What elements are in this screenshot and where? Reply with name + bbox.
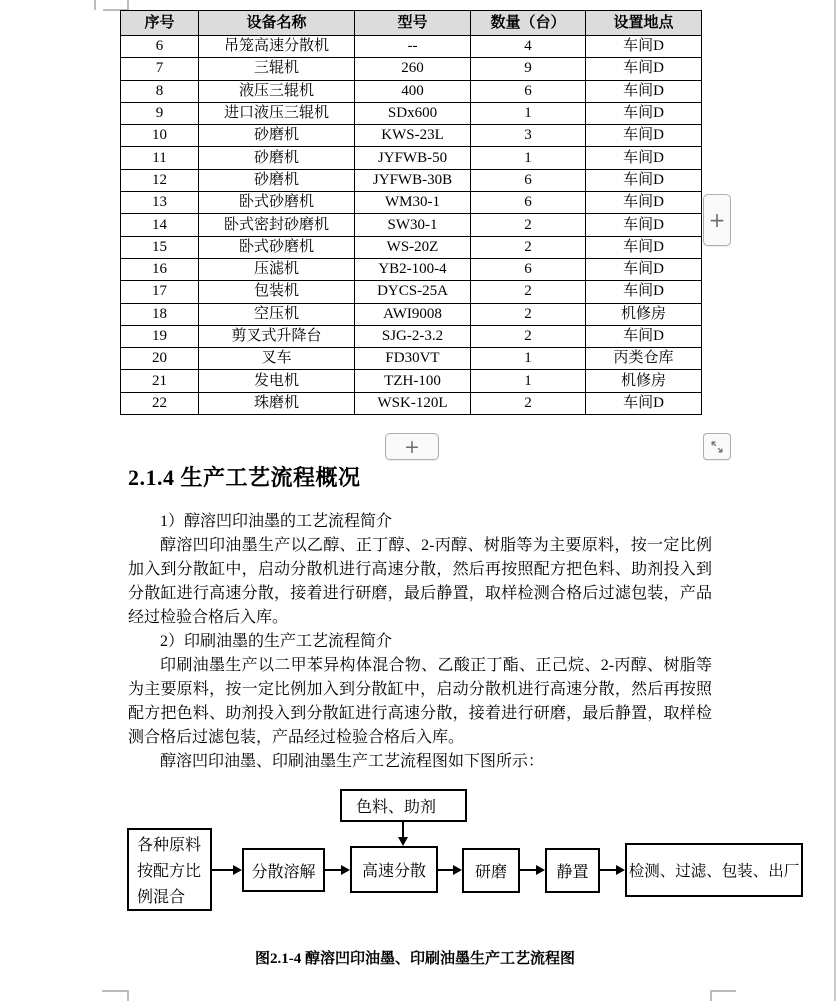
table-cell: 20 (121, 348, 199, 370)
paragraph: 2）印刷油墨的生产工艺流程简介 (160, 633, 393, 650)
table-cell: 车间D (586, 169, 702, 191)
table-header-cell: 数量（台） (471, 11, 586, 36)
table-row (121, 125, 702, 147)
table-cell: 2 (471, 303, 586, 325)
table-cell: YB2-100-4 (355, 258, 471, 280)
table-row (121, 325, 702, 347)
table-cell: 6 (471, 169, 586, 191)
table-cell: DYCS-25A (355, 281, 471, 303)
body-text (128, 510, 712, 774)
page-corner-mark (710, 990, 736, 992)
table-cell: 2 (471, 214, 586, 236)
table-cell: FD30VT (355, 348, 471, 370)
table-row (121, 370, 702, 392)
flow-arrow (520, 869, 536, 871)
flow-box-disperse-dissolve: 分散溶解 (242, 848, 325, 892)
table-cell: 6 (471, 80, 586, 102)
table-cell: 1 (471, 370, 586, 392)
table-row (121, 214, 702, 236)
table-cell: SDx600 (355, 102, 471, 124)
plus-icon: + (708, 208, 726, 232)
table-cell: 18 (121, 303, 199, 325)
table-cell: 包装机 (199, 281, 355, 303)
table-row (121, 258, 702, 280)
table-cell: -- (355, 36, 471, 58)
flow-arrow (600, 869, 616, 871)
window-right-edge (834, 0, 836, 1001)
table-cell: SW30-1 (355, 214, 471, 236)
table-cell: 三辊机 (199, 58, 355, 80)
flow-box-inspection-packing: 检测、过滤、包装、出厂 (625, 843, 803, 897)
table-cell: 卧式砂磨机 (199, 192, 355, 214)
table-cell: 车间D (586, 214, 702, 236)
table-cell: 液压三辊机 (199, 80, 355, 102)
add-row-button[interactable] (385, 433, 439, 460)
table-cell: 21 (121, 370, 199, 392)
table-cell: 260 (355, 58, 471, 80)
table-cell: 剪叉式升降台 (199, 325, 355, 347)
table-cell: WM30-1 (355, 192, 471, 214)
table-cell: 车间D (586, 36, 702, 58)
table-cell: 17 (121, 281, 199, 303)
table-cell: 13 (121, 192, 199, 214)
table-row (121, 147, 702, 169)
paragraph: 印刷油墨生产以二甲苯异构体混合物、乙酸正丁酯、正己烷、2-丙醇、树脂等为主要原料，按一定比例加入到分散缸中，启动分散机进行高速分散，然后再按照配方把色料、助剂投入到分散缸进行高速分散，接着进行研磨，最后静置，取样检测合格后过滤包装，产品经过检验合格后入库。 (128, 657, 712, 746)
table-cell: 卧式密封砂磨机 (199, 214, 355, 236)
flow-arrowhead (398, 837, 408, 846)
flow-arrowhead (453, 865, 462, 875)
flow-arrow (438, 869, 453, 871)
table-cell: 19 (121, 325, 199, 347)
table-cell: JYFWB-30B (355, 169, 471, 191)
table-cell: 车间D (586, 392, 702, 414)
table-row (121, 58, 702, 80)
flow-box-materials: 各种原料按配方比例混合 (127, 828, 212, 911)
table-header-row (121, 11, 702, 36)
flow-arrowhead (233, 865, 242, 875)
table-row (121, 348, 702, 370)
table-row (121, 80, 702, 102)
table-cell: 9 (121, 102, 199, 124)
table-cell: 车间D (586, 147, 702, 169)
table-cell: 车间D (586, 281, 702, 303)
table-cell: JYFWB-50 (355, 147, 471, 169)
paragraph: 醇溶凹印油墨生产以乙醇、正丁醇、2-丙醇、树脂等为主要原料，按一定比例加入到分散缸中，启动分散机进行高速分散，然后再按照配方把色料、助剂投入到分散缸进行高速分散，接着进行研磨，最后静置，取样检测合格后过滤包装，产品经过检验合格后入库。 (128, 537, 712, 626)
flow-box-settling: 静置 (545, 848, 600, 893)
flow-box-high-speed-disperse: 高速分散 (350, 846, 438, 893)
table-cell: 车间D (586, 236, 702, 258)
section-heading: 2.1.4 生产工艺流程概况 (128, 465, 361, 490)
table-row (121, 102, 702, 124)
table-cell: 砂磨机 (199, 147, 355, 169)
equipment-table-body (121, 36, 702, 415)
table-cell: 2 (471, 281, 586, 303)
table-header-cell: 设备名称 (199, 11, 355, 36)
table-cell: 4 (471, 36, 586, 58)
table-cell: AWI9008 (355, 303, 471, 325)
table-cell: 1 (471, 147, 586, 169)
table-cell: TZH-100 (355, 370, 471, 392)
table-cell: 砂磨机 (199, 169, 355, 191)
table-cell: 压滤机 (199, 258, 355, 280)
table-row (121, 169, 702, 191)
table-cell: 6 (471, 258, 586, 280)
table-cell: 6 (471, 192, 586, 214)
table-cell: 车间D (586, 192, 702, 214)
flow-box-colorant-additive: 色料、助剂 (340, 789, 467, 822)
figure-caption: 图2.1-4 醇溶凹印油墨、印刷油墨生产工艺流程图 (255, 951, 575, 967)
table-cell: 7 (121, 58, 199, 80)
table-cell: WS-20Z (355, 236, 471, 258)
table-cell: 9 (471, 58, 586, 80)
table-cell: 14 (121, 214, 199, 236)
table-cell: 400 (355, 80, 471, 102)
page-corner-mark (127, 990, 129, 1001)
table-header-cell: 序号 (121, 11, 199, 36)
add-column-button[interactable] (703, 194, 731, 246)
plus-icon: + (404, 435, 420, 458)
page-corner-mark (94, 0, 96, 10)
equipment-table (120, 10, 702, 415)
table-cell: 10 (121, 125, 199, 147)
table-cell: 珠磨机 (199, 392, 355, 414)
table-cell: 车间D (586, 80, 702, 102)
table-cell: SJG-2-3.2 (355, 325, 471, 347)
table-cell: 2 (471, 236, 586, 258)
table-cell: 叉车 (199, 348, 355, 370)
table-cell: 15 (121, 236, 199, 258)
table-row (121, 303, 702, 325)
flow-arrowhead (536, 865, 545, 875)
table-cell: 车间D (586, 102, 702, 124)
table-row (121, 392, 702, 414)
table-cell: 1 (471, 102, 586, 124)
table-cell: 22 (121, 392, 199, 414)
resize-diagonal-icon (709, 439, 725, 455)
table-cell: 6 (121, 36, 199, 58)
flow-arrow (212, 869, 233, 871)
table-resize-button[interactable] (703, 433, 731, 460)
table-row (121, 36, 702, 58)
table-header-cell: 设置地点 (586, 11, 702, 36)
table-cell: 车间D (586, 125, 702, 147)
table-cell: 12 (121, 169, 199, 191)
page-corner-mark (102, 990, 128, 992)
table-cell: 3 (471, 125, 586, 147)
table-cell: 2 (471, 325, 586, 347)
table-cell: 8 (121, 80, 199, 102)
table-cell: KWS-23L (355, 125, 471, 147)
table-header-cell: 型号 (355, 11, 471, 36)
page-corner-mark (710, 990, 712, 1001)
process-flowchart (120, 780, 820, 925)
table-cell: 2 (471, 392, 586, 414)
table-cell: WSK-120L (355, 392, 471, 414)
flow-box-grinding: 研磨 (462, 848, 520, 893)
table-row (121, 281, 702, 303)
flow-arrow (402, 822, 404, 837)
table-cell: 11 (121, 147, 199, 169)
table-cell: 16 (121, 258, 199, 280)
paragraph: 1）醇溶凹印油墨的工艺流程简介 (160, 513, 393, 530)
table-cell: 丙类仓库 (586, 348, 702, 370)
table-cell: 砂磨机 (199, 125, 355, 147)
table-cell: 机修房 (586, 370, 702, 392)
table-cell: 进口液压三辊机 (199, 102, 355, 124)
table-cell: 车间D (586, 58, 702, 80)
table-cell: 1 (471, 348, 586, 370)
table-cell: 吊笼高速分散机 (199, 36, 355, 58)
flow-arrow (325, 869, 341, 871)
table-cell: 卧式砂磨机 (199, 236, 355, 258)
flow-arrowhead (341, 865, 350, 875)
table-row (121, 192, 702, 214)
table-cell: 空压机 (199, 303, 355, 325)
paragraph: 醇溶凹印油墨、印刷油墨生产工艺流程图如下图所示： (160, 753, 545, 770)
table-cell: 机修房 (586, 303, 702, 325)
table-cell: 车间D (586, 258, 702, 280)
table-cell: 发电机 (199, 370, 355, 392)
flow-arrowhead (616, 865, 625, 875)
table-row (121, 236, 702, 258)
table-cell: 车间D (586, 325, 702, 347)
